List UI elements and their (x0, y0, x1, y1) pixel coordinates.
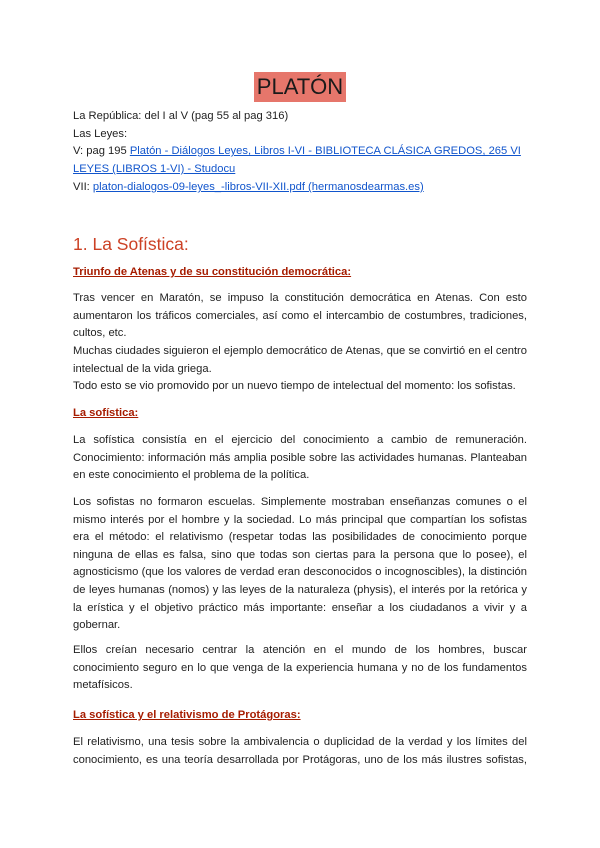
leyes-vii-prefix: VII: (73, 181, 93, 193)
text-line: Los sofistas no formaron escuelas. Simplemente mostraban enseñanzas comunes o el (73, 496, 527, 508)
text-line: Ellos creían necesario centrar la atención en el mundo de los hombres, buscar (73, 644, 527, 656)
text-line: intelectual de la vida griega. (73, 362, 212, 375)
title-container (73, 72, 527, 102)
paragraph-1 (73, 290, 527, 343)
paragraph-7 (73, 734, 527, 769)
text-line: Conocimiento: información más amplia posible sobre las actividades humanas. Planteaban (73, 451, 527, 464)
text-line: Todo esto se vio promovido por un nuevo tiempo de intelectual del momento: los sofistas. (73, 380, 516, 392)
subheading-triunfo: Triunfo de Atenas y de su constitución democrática: (73, 266, 352, 278)
text-line: cultos, etc. (73, 327, 127, 340)
text-line: ninguna de ellas es falsa, sino que todas son ciertas para la persona que lo posee), el (73, 548, 527, 561)
subheading-relativismo: La sofística y el relativismo de Protágoras: (73, 709, 301, 721)
text-line: mismo interés por el hombre y la sociedad. Lo más principal que compartían los sofistas (73, 513, 527, 526)
text-line: de leyes humanas (nomos) y las leyes de la naturaleza (physis), el interés por la retórica y (73, 583, 527, 596)
leyes-v-link[interactable]: Platón - Diálogos Leyes, Libros I-VI - BIBLIOTECA CLÁSICA GREDOS, 265 VI (129, 145, 521, 157)
section-heading: 1. La Sofística: (73, 234, 189, 254)
leyes-v-link-continued[interactable]: LEYES (LIBROS 1-VI) - Studocu (73, 163, 236, 175)
text-line: gobernar. (73, 619, 121, 632)
leyes-v-line (73, 143, 521, 160)
text-line: Muchas ciudades siguieron el ejemplo democrático de Atenas, que se convirtió en el centro (73, 345, 527, 357)
text-line: El relativismo, una tesis sobre la ambivalencia o duplicidad de la verdad y los límites del (73, 736, 527, 748)
subheading-sofistica: La sofística: (73, 407, 139, 419)
leyes-v-line-2 (73, 161, 235, 178)
leyes-line: Las Leyes: (73, 128, 128, 140)
leyes-v-prefix: V: pag 195 (73, 145, 130, 157)
paragraph-2 (73, 343, 527, 378)
leyes-vii-link[interactable]: platon-dialogos-09-leyes_-libros-VII-XII.pdf (hermanosdearmas.es) (92, 181, 424, 193)
republica-line: La República: del I al V (pag 55 al pag 316) (73, 110, 289, 122)
text-line: era el método: el relativismo (respetar todas las posibilidades de conocimiento porque (73, 531, 527, 544)
paragraph-5 (73, 494, 527, 635)
text-line: La sofística consistía en el ejercicio del conocimiento a cambio de remuneración. (73, 434, 527, 446)
paragraph-4 (73, 432, 527, 485)
text-line: aumentaron los tráficos comerciales, así como el intercambio de costumbres, tradiciones, (73, 309, 527, 322)
text-line: conocimiento, es una teoría desarrollada por Protágoras, uno de los más ilustres sofistas, (73, 753, 527, 766)
text-line: la erística y el objetivo práctico más importante: enseñar a los ciudadanos a vivir y a (73, 601, 527, 614)
text-line: metafísicos. (73, 679, 133, 692)
text-line: Tras vencer en Maratón, se impuso la constitución democrática en Atenas. Con esto (73, 292, 527, 304)
text-line: conocimiento seguro en lo que venga de la experiencia humana y no de los fundamentos (73, 661, 527, 674)
leyes-vii-line (73, 179, 424, 196)
text-line: en este conocimiento el problema de la política. (73, 469, 310, 482)
text-line: agnosticismo (que los valores de verdad eran desconocidos o incognoscibles), la distinción (73, 566, 527, 579)
page-title: PLATÓN (254, 72, 346, 102)
paragraph-6 (73, 642, 527, 695)
paragraph-3 (73, 378, 527, 396)
